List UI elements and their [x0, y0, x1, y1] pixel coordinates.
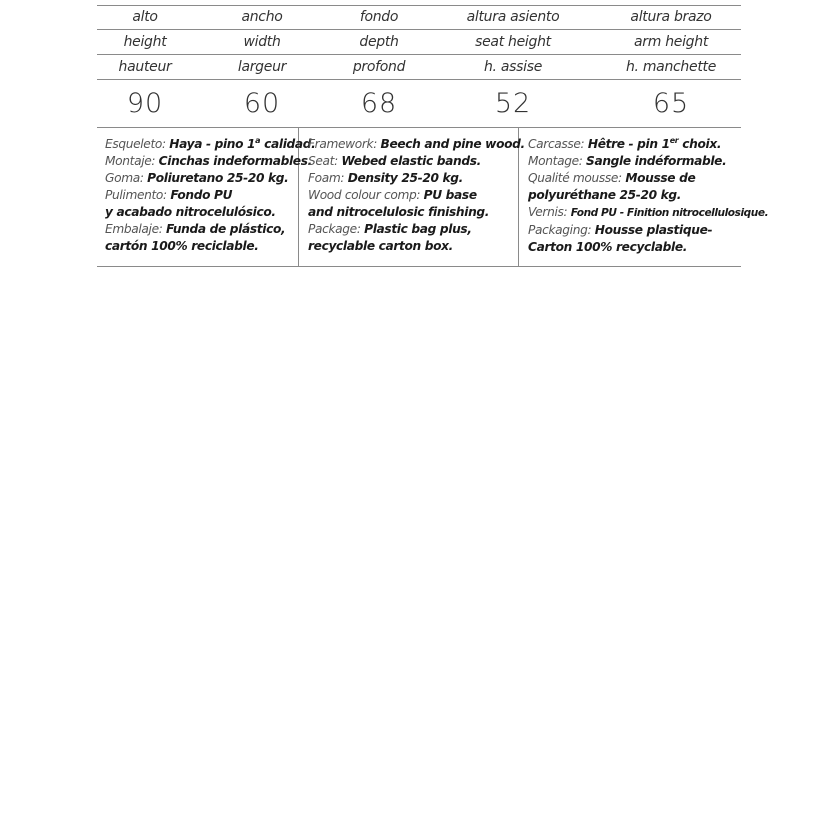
row-english-labels	[97, 30, 741, 55]
spec-fr-line-2b: polyuréthane 25-20 kg.	[528, 188, 682, 202]
label-altura-brazo: altura brazo	[630, 9, 712, 25]
value-width: 60	[243, 88, 281, 119]
label-seat-height: seat height	[475, 34, 551, 50]
spec-es-line-3b: y acabado nitrocelulósico.	[105, 205, 276, 219]
label-alto: alto	[132, 9, 158, 25]
spec-en-line-4: Package: Plastic bag plus,	[308, 222, 472, 236]
spec-es-line-3: Pulimento: Fondo PU	[105, 188, 233, 202]
label-altura-asiento: altura asiento	[466, 9, 560, 25]
spec-fr-line-1: Montage: Sangle indéformable.	[528, 154, 727, 168]
spec-es-line-2: Goma: Poliuretano 25-20 kg.	[105, 171, 289, 185]
spec-fr-line-0: Carcasse: Hêtre - pin 1er choix.	[528, 135, 722, 151]
value-seat-height: 52	[494, 88, 532, 119]
spec-en-line-4b: recyclable carton box.	[308, 239, 453, 253]
spec-fr-line-4: Packaging: Housse plastique-	[528, 223, 713, 237]
row-dimension-values	[97, 80, 741, 128]
value-arm-height: 65	[652, 88, 690, 119]
label-arm-height: arm height	[633, 34, 709, 50]
label-h-assise: h. assise	[483, 59, 543, 75]
label-height: height	[123, 34, 167, 50]
label-depth: depth	[359, 34, 399, 50]
rule-4	[97, 127, 741, 128]
label-largeur: largeur	[237, 59, 287, 75]
label-ancho: ancho	[241, 9, 283, 25]
row-french-labels	[97, 55, 741, 80]
spec-es-line-1: Montaje: Cinchas indeformables.	[105, 154, 312, 168]
spec-en-line-3: Wood colour comp: PU base	[308, 188, 477, 202]
spec-fr-line-2: Qualité mousse: Mousse de	[528, 171, 696, 185]
spec-block-french	[528, 136, 768, 256]
spec-en-line-2: Foam: Density 25-20 kg.	[308, 171, 463, 185]
label-width: width	[243, 34, 281, 50]
spec-block-spanish	[105, 136, 315, 255]
spec-en-line-1: Seat: Webed elastic bands.	[308, 154, 481, 168]
value-height: 90	[126, 88, 164, 119]
label-h-manchette: h. manchette	[625, 59, 717, 75]
row-spanish-labels	[97, 5, 741, 30]
spec-en-line-0: Framework: Beech and pine wood.	[308, 137, 525, 151]
spec-es-line-4: Embalaje: Funda de plástico,	[105, 222, 286, 236]
spec-fr-line-4b: Carton 100% recyclable.	[528, 240, 688, 254]
spec-block-english	[308, 136, 525, 255]
rule-bottom	[97, 266, 741, 267]
spec-en-line-3b: and nitrocelulosic finishing.	[308, 205, 490, 219]
label-profond: profond	[352, 59, 406, 75]
spec-es-line-4b: cartón 100% reciclable.	[105, 239, 259, 253]
spec-fr-line-3: Vernis: Fond PU - Finition nitrocellulosique.	[528, 205, 769, 219]
label-fondo: fondo	[359, 9, 399, 25]
spec-es-line-0: Esqueleto: Haya - pino 1$^a$ calidad.	[105, 135, 316, 151]
label-hauteur: hauteur	[118, 59, 172, 75]
value-depth: 68	[360, 88, 398, 119]
